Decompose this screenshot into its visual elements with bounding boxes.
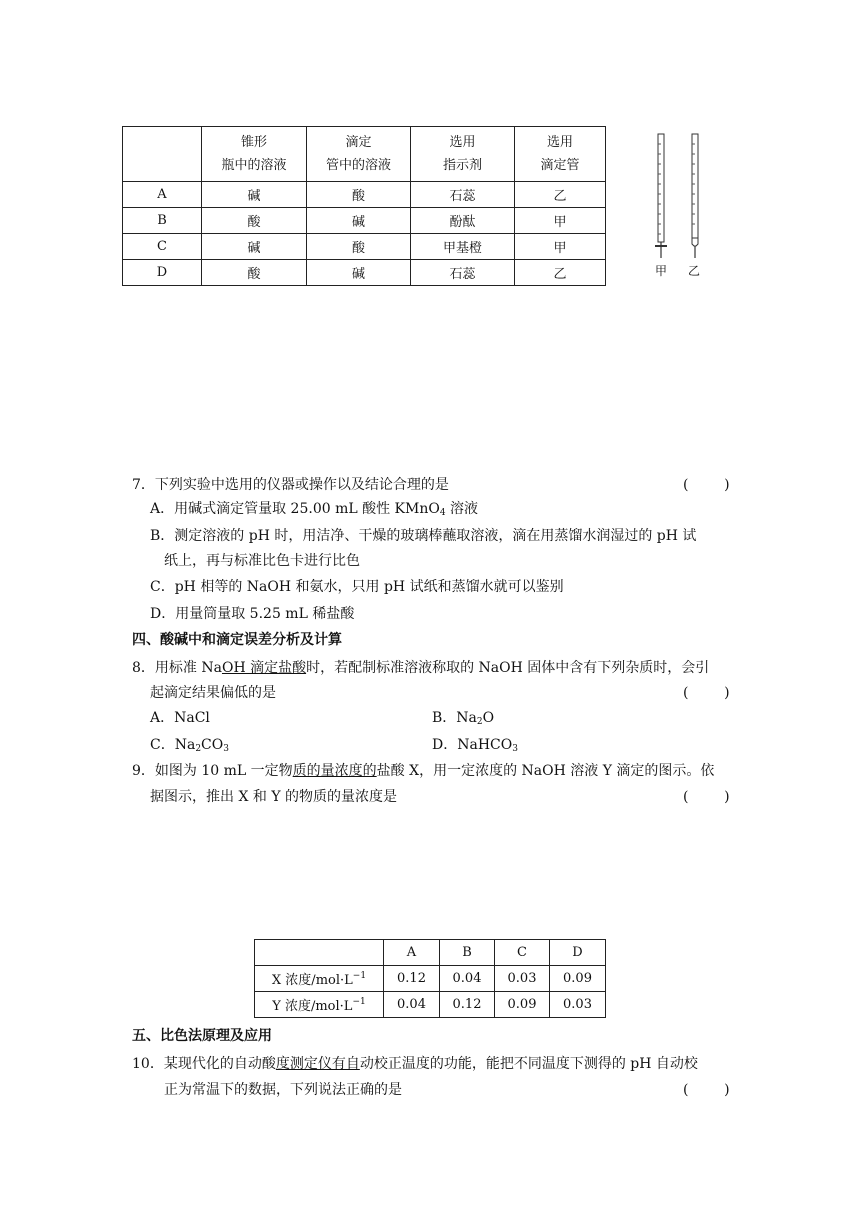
- q9-stem-line2: 据图示，推出 X 和 Y 的物质的量浓度是: [150, 789, 398, 805]
- concentration-table: [254, 939, 606, 1018]
- table-cell: 酸: [202, 260, 307, 286]
- burette-yi-illustration: [686, 132, 704, 262]
- table-cell: 甲: [515, 208, 606, 234]
- table-cell: 甲: [515, 234, 606, 260]
- table-row: [123, 234, 606, 260]
- row-label-y: Y 浓度$/mol\cdot L^{-1}$: [255, 992, 384, 1018]
- q7-stem: 7．下列实验中选用的仪器或操作以及结论合理的是: [132, 477, 449, 493]
- q10-stem-line2: 正为常温下的数据，下列说法正确的是: [164, 1082, 402, 1098]
- table-header-row: [255, 940, 606, 966]
- table-cell: 石蕊: [411, 182, 515, 208]
- q9-stem-line1: 9．如图为 10 mL 一定物质的量浓度的盐酸 X，用一定浓度的 NaOH 溶液 Y 滴定的图示。依: [132, 763, 715, 779]
- section-5-heading: 五、比色法原理及应用: [132, 1028, 272, 1044]
- table-cell: 0.03: [550, 992, 606, 1018]
- header-cell: 选用 指示剂: [411, 127, 515, 182]
- q8-option-d: D．NaHCO$_3$: [432, 737, 518, 754]
- table-cell: 乙: [515, 260, 606, 286]
- titration-choice-table: [122, 126, 606, 286]
- table-cell: A: [123, 182, 202, 208]
- q7-option-a: A．用碱式滴定管量取 25.00 mL 酸性 KMnO$_4$ 溶液: [150, 501, 479, 518]
- header-cell: 锥形 瓶中的溶液: [202, 127, 307, 182]
- table-cell: B: [123, 208, 202, 234]
- table-cell: 碱: [307, 260, 411, 286]
- table-cell: 石蕊: [411, 260, 515, 286]
- table-cell: 0.12: [440, 992, 495, 1018]
- table-row: [255, 966, 606, 992]
- table-cell: 乙: [515, 182, 606, 208]
- header-cell: C: [495, 940, 550, 966]
- table-cell: 酚酞: [411, 208, 515, 234]
- header-cell: [255, 940, 384, 966]
- q8-stem-line2: 起滴定结果偏低的是: [150, 685, 276, 701]
- q8-option-a: A．NaCl: [150, 710, 210, 726]
- burette-jia-label: 甲: [655, 264, 668, 278]
- table-cell: 0.03: [495, 966, 550, 992]
- q10-answer-bracket: ( ): [683, 1082, 730, 1098]
- table-cell: 0.12: [384, 966, 440, 992]
- table-row: [123, 208, 606, 234]
- table-cell: 0.09: [550, 966, 606, 992]
- table-cell: C: [123, 234, 202, 260]
- table-cell: D: [123, 260, 202, 286]
- header-cell: A: [384, 940, 440, 966]
- table-cell: 酸: [202, 208, 307, 234]
- row-label-x: X 浓度$/mol\cdot L^{-1}$: [255, 966, 384, 992]
- q9-answer-bracket: ( ): [683, 789, 730, 805]
- header-cell: 滴定 管中的溶液: [307, 127, 411, 182]
- table-cell: 0.09: [495, 992, 550, 1018]
- table-row: [123, 182, 606, 208]
- table-cell: 0.04: [440, 966, 495, 992]
- table-cell: 酸: [307, 182, 411, 208]
- q8-answer-bracket: ( ): [683, 685, 730, 701]
- table-cell: 酸: [307, 234, 411, 260]
- q7-option-b-line2: 纸上，再与标准比色卡进行比色: [164, 553, 360, 569]
- q8-stem-line1: 8．用标准 NaOH 滴定盐酸时，若配制标准溶液称取的 NaOH 固体中含有下列杂质时，会引: [132, 660, 710, 676]
- header-cell: [123, 127, 202, 182]
- q10-stem-line1: 10．某现代化的自动酸度测定仪有自动校正温度的功能，能把不同温度下测得的 pH 自动校: [132, 1056, 698, 1072]
- table-cell: 0.04: [384, 992, 440, 1018]
- burette-yi-label: 乙: [688, 264, 701, 278]
- q7-option-b-line1: B．测定溶液的 pH 时，用洁净、干燥的玻璃棒蘸取溶液，滴在用蒸馏水润湿过的 pH 试: [150, 528, 697, 544]
- q8-option-c: C．$Na_2CO_3$: [150, 737, 229, 754]
- header-cell: 选用 滴定管: [515, 127, 606, 182]
- q7-answer-bracket: ( ): [683, 477, 730, 493]
- table-row: [255, 992, 606, 1018]
- table-cell: 碱: [202, 182, 307, 208]
- header-cell: B: [440, 940, 495, 966]
- q8-option-b: B．$Na_2O$: [432, 710, 495, 727]
- q7-option-d: D．用量筒量取 5.25 mL 稀盐酸: [150, 606, 355, 622]
- header-cell: D: [550, 940, 606, 966]
- q7-option-c: C．pH 相等的 NaOH 和氨水，只用 pH 试纸和蒸馏水就可以鉴别: [150, 579, 564, 595]
- table-row: [123, 260, 606, 286]
- burette-jia-illustration: [652, 132, 670, 262]
- table-cell: 碱: [307, 208, 411, 234]
- table-cell: 甲基橙: [411, 234, 515, 260]
- section-4-heading: 四、酸碱中和滴定误差分析及计算: [132, 632, 342, 648]
- table-cell: 碱: [202, 234, 307, 260]
- table-header-row: [123, 127, 606, 182]
